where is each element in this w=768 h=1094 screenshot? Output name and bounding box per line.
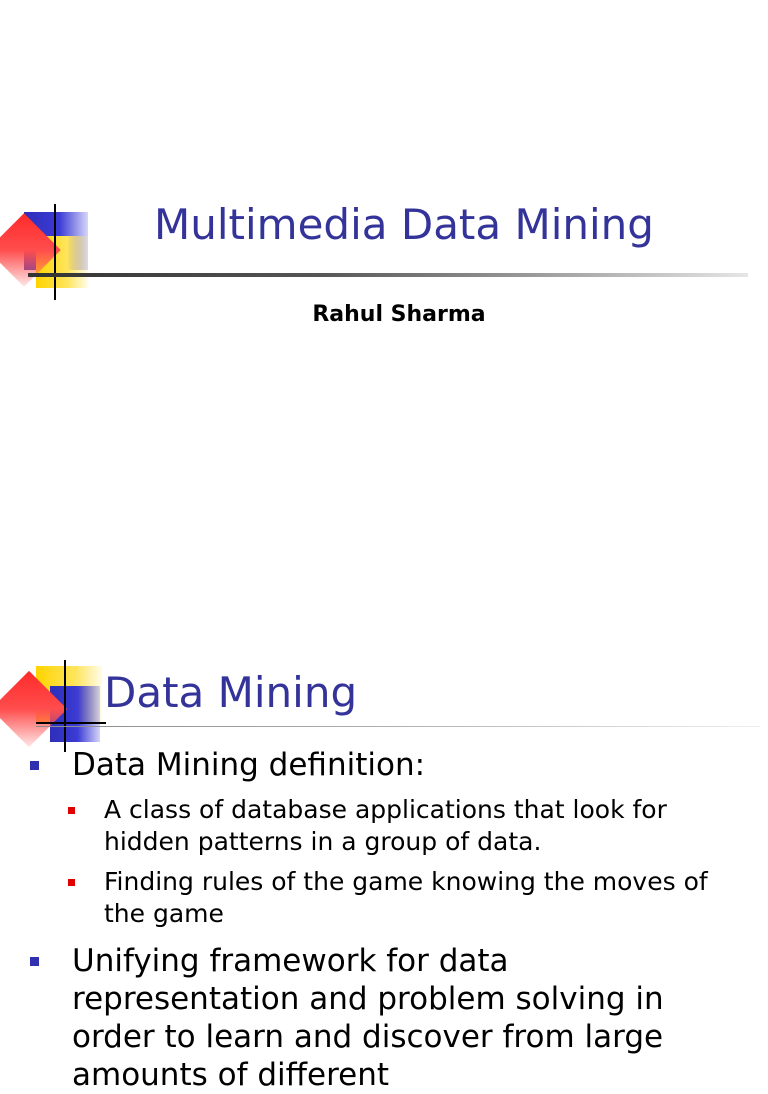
- list-item: A class of database applications that look for hidden patterns in a group of data.: [0, 794, 768, 858]
- title-divider: [36, 726, 760, 727]
- blue-square-bullet-icon: [30, 761, 39, 770]
- content-slide: [0, 620, 768, 1093]
- red-square-bullet-icon: [68, 879, 75, 886]
- list-item: Finding rules of the game knowing the moves of the game: [0, 866, 768, 930]
- slide-logo-icon: [0, 656, 110, 756]
- title-divider: [28, 273, 748, 277]
- list-item: Data Mining definition:: [0, 746, 768, 784]
- bullet-list: [0, 746, 768, 1094]
- author-name: Rahul Sharma: [312, 302, 486, 327]
- slide-title: Multimedia Data Mining: [154, 200, 654, 249]
- red-square-bullet-icon: [68, 807, 75, 814]
- blue-square-bullet-icon: [30, 957, 39, 966]
- list-item: Unifying framework for data representation and problem solving in order to learn and discover from large amounts of different: [0, 942, 768, 1094]
- slide-title: Data Mining: [104, 668, 358, 717]
